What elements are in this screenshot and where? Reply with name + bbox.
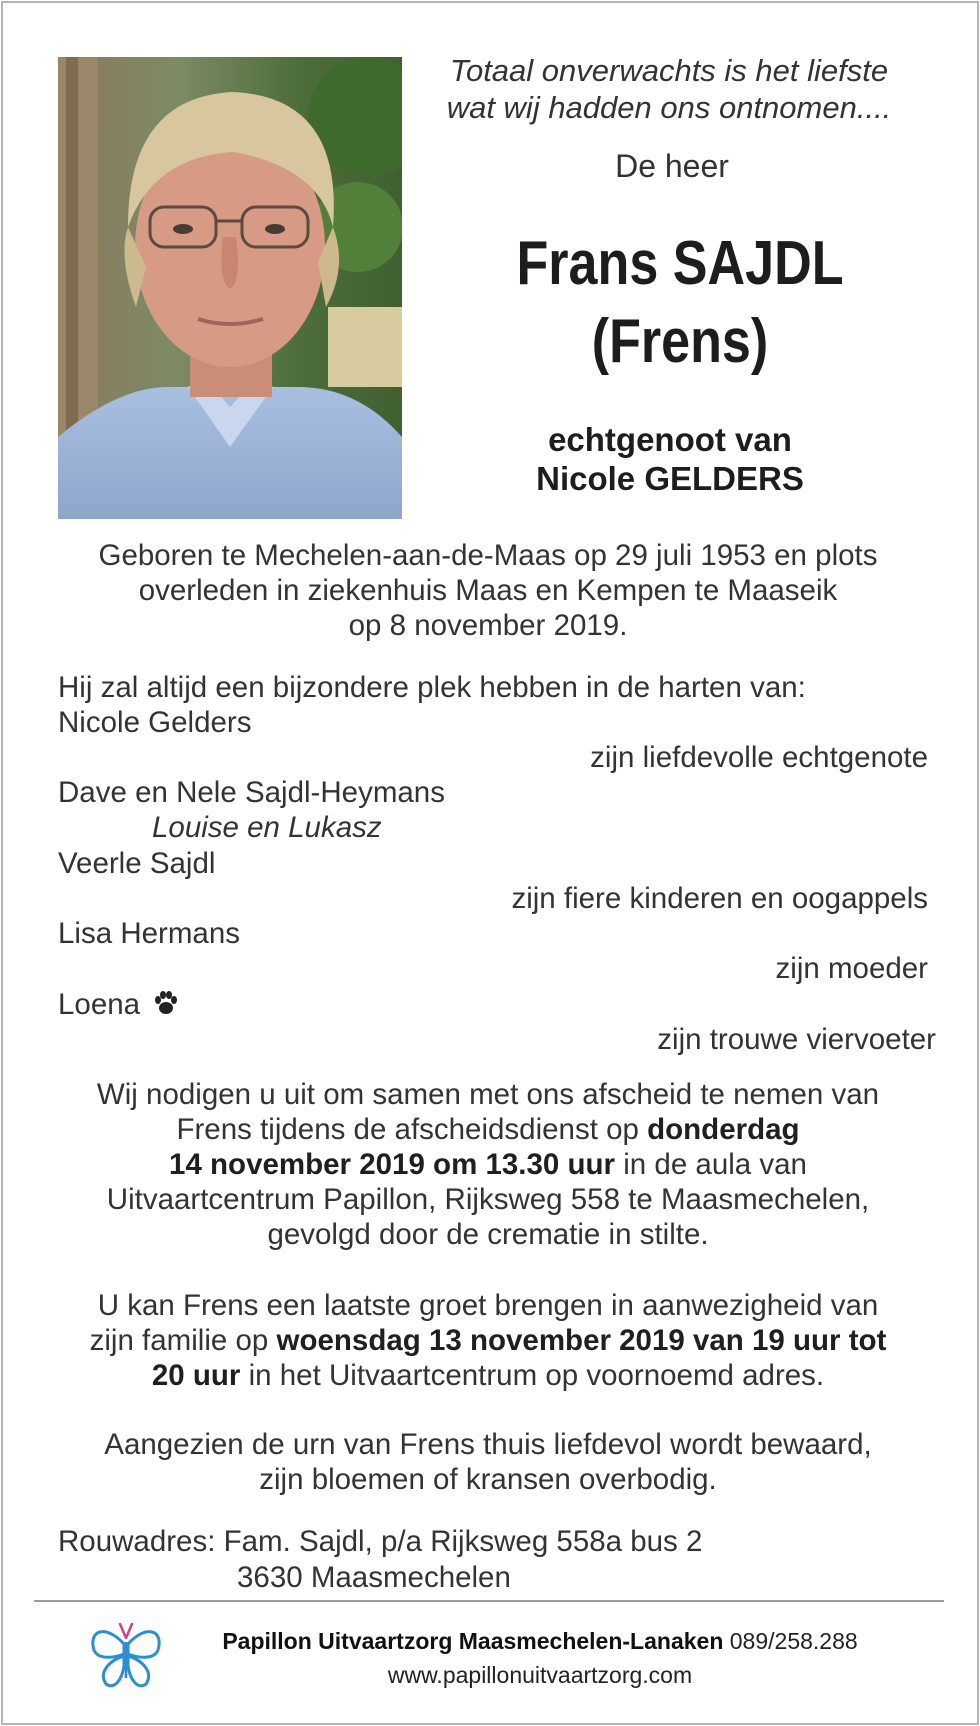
phone-number: 089/258.288 — [729, 1628, 858, 1654]
honorific: De heer — [615, 148, 729, 184]
text-line: Aangezien de urn van Frens thuis liefdevol wordt bewaard, — [104, 1428, 872, 1461]
text-line: Uitvaartcentrum Papillon, Rijksweg 558 te Maasmechelen, — [106, 1183, 870, 1216]
family-name: Nicole Gelders — [58, 706, 252, 739]
divider — [34, 1600, 944, 1602]
website-link[interactable]: www.papillonuitvaartzorg.com — [387, 1662, 693, 1688]
text-run: in de aula van — [623, 1148, 807, 1181]
footer-line — [150, 1624, 930, 1658]
visit-end-time: 20 uur — [151, 1359, 241, 1392]
text-line: U kan Frens een laatste groet brengen in aanwezigheid van — [97, 1289, 879, 1322]
text-run: zijn familie op — [89, 1324, 269, 1357]
portrait-photo — [58, 57, 402, 519]
service-day: donderdag — [647, 1113, 800, 1146]
text-line: overleden in ziekenhuis Maas en Kempen te Maaseik — [138, 574, 838, 607]
text-run: in het Uitvaartcentrum op voornoemd adres. — [248, 1359, 825, 1392]
text-line — [40, 1358, 936, 1393]
family-relation: zijn fiere kinderen en oogappels — [511, 882, 928, 915]
text-line: op 8 november 2019. — [348, 609, 628, 642]
visitation-info — [40, 1288, 936, 1393]
mourning-address-city: 3630 Maasmechelen — [237, 1561, 511, 1594]
quote-line: Totaal onverwachts is het liefste — [449, 53, 889, 88]
family-name: Lisa Hermans — [58, 917, 240, 950]
text-line — [40, 1323, 936, 1358]
text-line: gevolgd door de crematie in stilte. — [267, 1218, 709, 1251]
family-name: Loena — [58, 988, 141, 1021]
spouse-block — [470, 420, 870, 498]
paw-icon — [152, 989, 180, 1017]
quote-line: wat wij hadden ons ontnomen.... — [446, 90, 892, 125]
text-line — [40, 1147, 936, 1182]
family-relation: zijn moeder — [775, 952, 928, 985]
flowers-note — [40, 1427, 936, 1497]
text-line: Wij nodigen u uit om samen met ons afscheid te nemen van — [96, 1078, 880, 1111]
family-intro: Hij zal altijd een bijzondere plek hebben in de harten van: — [58, 671, 806, 704]
text-line: zijn bloemen of kransen overbodig. — [259, 1463, 717, 1496]
family-name: Veerle Sajdl — [58, 847, 216, 880]
opening-quote — [404, 52, 934, 126]
mourning-address: Rouwadres: Fam. Sajdl, p/a Rijksweg 558a bus 2 — [58, 1525, 703, 1558]
company-name: Papillon Uitvaartzorg Maasmechelen-Lanaken — [222, 1628, 724, 1654]
deceased-name — [470, 225, 890, 381]
family-relation: zijn trouwe viervoeter — [657, 1023, 936, 1056]
spouse-label: echtgenoot van — [548, 421, 792, 458]
visit-datetime: woensdag 13 november 2019 van 19 uur tot — [276, 1324, 887, 1357]
full-name: Frans SAJDL — [516, 229, 844, 298]
nickname: (Frens) — [591, 307, 769, 376]
pet-entry — [58, 987, 180, 1022]
birth-death-text — [40, 538, 936, 643]
service-datetime: 14 november 2019 om 13.30 uur — [169, 1148, 616, 1181]
family-relation: zijn liefdevolle echtgenote — [590, 741, 928, 774]
service-invitation — [40, 1077, 936, 1252]
funeral-home-footer — [150, 1624, 930, 1692]
text-line — [40, 1112, 936, 1147]
grandchildren-names: Louise en Lukasz — [152, 811, 382, 844]
text-run: Frens tijdens de afscheidsdienst op — [176, 1113, 639, 1146]
spouse-name: Nicole GELDERS — [536, 460, 804, 497]
text-line: Geboren te Mechelen-aan-de-Maas op 29 juli 1953 en plots — [98, 539, 878, 572]
family-name: Dave en Nele Sajdl-Heymans — [58, 776, 445, 809]
